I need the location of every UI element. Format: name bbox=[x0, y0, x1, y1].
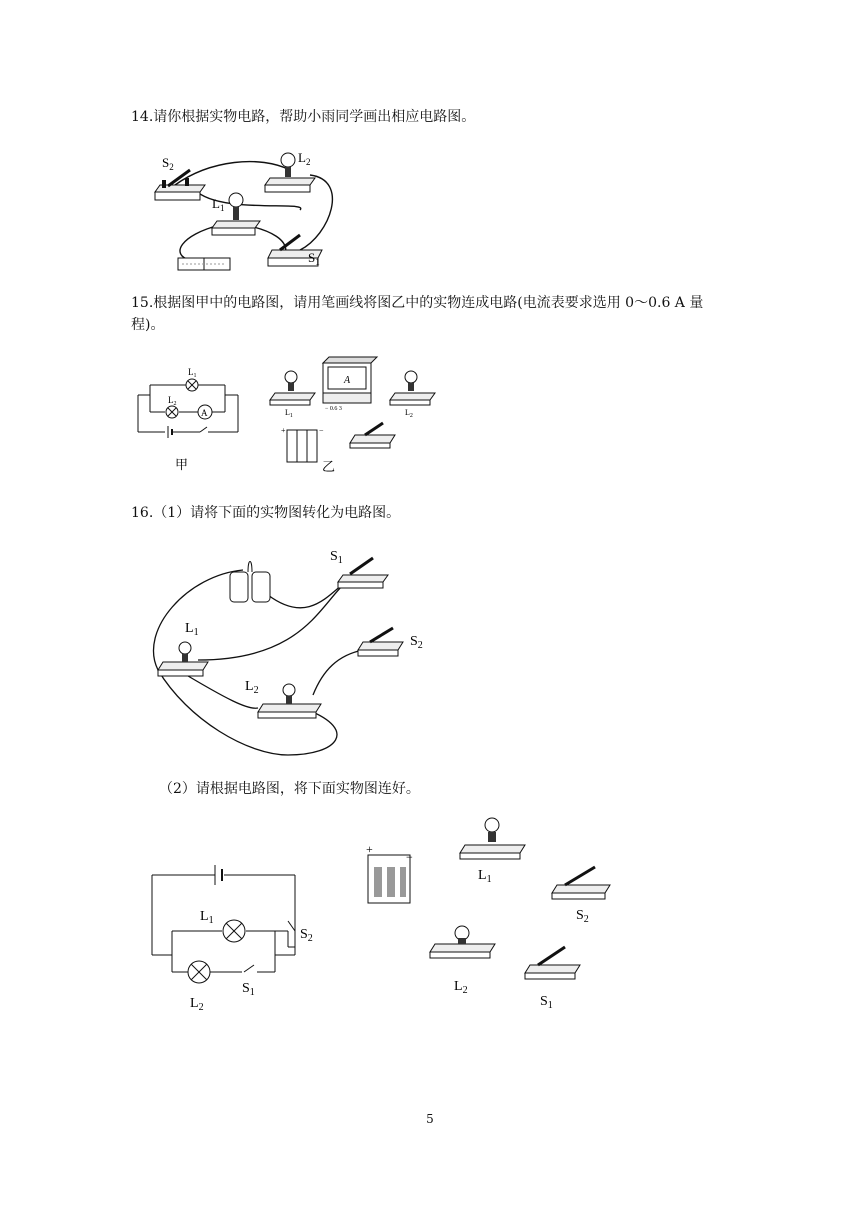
svg-text:S2: $S_2$ bbox=[576, 908, 589, 925]
question-14: 14.请你根据实物电路，帮助小雨同学画出相应电路图。 bbox=[131, 109, 476, 125]
svg-text:+: + bbox=[366, 842, 373, 856]
svg-text:L2: $L_2$ bbox=[190, 996, 204, 1013]
switch-s1-label: $S_1$ bbox=[308, 250, 320, 267]
figure-14-circuit bbox=[150, 140, 340, 280]
question-16-1: 16.（1）请将下面的实物图转化为电路图。 bbox=[131, 505, 401, 521]
svg-text:S2: $S_2$ bbox=[300, 927, 313, 944]
svg-text:S1: $S_1$ bbox=[242, 981, 255, 998]
s2-label-16: $S_2$ bbox=[410, 634, 423, 651]
lamp-l2-label: $L_2$ bbox=[298, 150, 311, 167]
l2-label-16: $L_2$ bbox=[245, 679, 259, 696]
figure-15-yi-components bbox=[265, 355, 445, 480]
svg-text:−: − bbox=[319, 426, 324, 435]
svg-text:S1: $S_1$ bbox=[540, 994, 553, 1010]
switch-s2-label: $S_2$ bbox=[162, 155, 174, 172]
svg-text:L1: $L_1$ bbox=[285, 408, 293, 419]
svg-text:A: A bbox=[201, 408, 208, 418]
svg-text:− 0.6 3: − 0.6 3 bbox=[325, 406, 342, 412]
figure-16-2-components bbox=[360, 815, 620, 1010]
figure-16-1-circuit bbox=[148, 540, 438, 760]
svg-text:+: + bbox=[281, 426, 286, 435]
svg-text:L1: $L_1$ bbox=[188, 367, 197, 379]
svg-text:L2: $L_2$ bbox=[454, 979, 468, 996]
figure-15-jia-diagram bbox=[130, 365, 250, 475]
svg-text:L1: $L_1$ bbox=[200, 909, 214, 926]
svg-text:L2: $L_2$ bbox=[168, 395, 177, 407]
yi-label: 乙 bbox=[322, 459, 336, 474]
figure-16-2-diagram bbox=[140, 855, 340, 1020]
lamp-l1-label: $L_1$ bbox=[212, 196, 225, 213]
svg-text:−: − bbox=[406, 850, 413, 864]
s1-label-16: $S_1$ bbox=[330, 549, 343, 566]
svg-text:L2: $L_2$ bbox=[405, 408, 413, 419]
jia-label: 甲 bbox=[175, 457, 189, 472]
page-number: 5 bbox=[426, 1112, 434, 1126]
question-16-2: （2）请根据电路图，将下面实物图连好。 bbox=[159, 781, 420, 797]
svg-text:L1: $L_1$ bbox=[478, 868, 492, 885]
question-15: 15.根据图甲中的电路图，请用笔画线将图乙中的实物连成电路(电流表要求选用 0～0.6 A 量程)。 bbox=[131, 295, 704, 333]
svg-text:A: A bbox=[344, 375, 351, 386]
l1-label-16: $L_1$ bbox=[185, 621, 199, 638]
